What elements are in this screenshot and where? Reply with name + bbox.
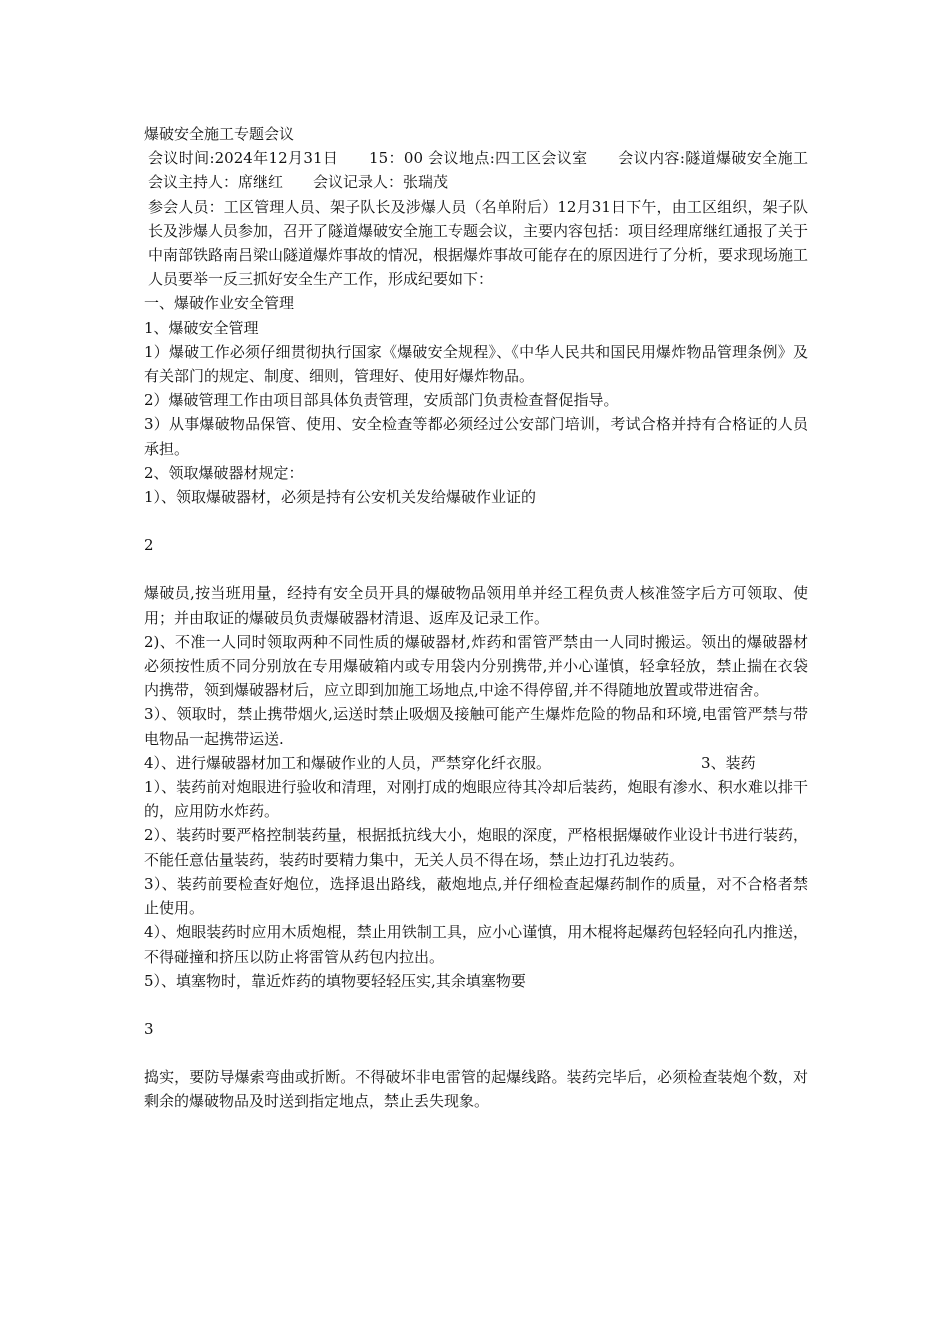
subheading-blasting-safety: 1、爆破安全管理: [144, 318, 259, 337]
paragraph-3-1: 1）、装药前对炮眼进行验收和清理，对刚打成的炮眼应待其冷却后装药，炮眼有渗水、积水难以排干的，应用防水炸药。: [144, 778, 808, 821]
paragraph-1-3: 3）从事爆破物品保管、使用、安全检查等都必须经过公安部门培训，考试合格并持有合格证的人员承担。: [144, 415, 808, 458]
page-break-spacer: [144, 1041, 808, 1065]
paragraph-3-5-start: 5）、填塞物时，靠近炸药的填物要轻轻压实,其余填塞物要: [144, 971, 526, 990]
page-number-2: 2: [144, 536, 154, 555]
subheading-material-collection: 2、领取爆破器材规定：: [144, 463, 304, 482]
page-break-spacer: [144, 557, 808, 581]
page-number-3: 3: [144, 1019, 154, 1038]
paragraph-2-4-text: 4）、进行爆破器材加工和爆破作业的人员，严禁穿化纤衣服。: [144, 753, 552, 772]
subheading-charging: 3、装药: [701, 753, 756, 772]
paragraph-2-1-continued: 爆破员,按当班用量，经持有安全员开具的爆破物品领用单并经工程负责人核准签字后方可领取、使用；并由取证的爆破员负责爆破器材清退、返库及记录工作。: [144, 584, 808, 627]
document-title: 爆破安全施工专题会议: [144, 125, 295, 143]
paragraph-2-1-start: 1）、领取爆破器材，必须是持有公安机关发给爆破作业证的: [144, 488, 537, 507]
paragraph-1-2: 2）爆破管理工作由项目部具体负责管理，安质部门负责检查督促指导。: [144, 391, 619, 410]
paragraph-3-2: 2）、装药时要严格控制装药量，根据抵抗线大小，炮眼的深度，严格根据爆破作业设计书进行装药，不能任意估量装药，装药时要精力集中，无关人员不得在场，禁止边打孔边装药。: [144, 826, 808, 869]
meeting-intro: 参会人员：工区管理人员、架子队长及涉爆人员（名单附后）12月31日下午，由工区组织，架子队长及涉爆人员参加，召开了隧道爆破安全施工专题会议，主要内容包括：项目经理席继红通报了关于中南部铁路南吕梁山隧道爆炸事故的情况，根据爆炸事故可能存在的原因进行了分析，要求现场施工人员要举一反三抓好安全生产工作，形成纪要如下：: [148, 197, 809, 289]
document-body: [144, 122, 824, 1114]
page-break-spacer: [144, 993, 808, 1017]
paragraph-2-2: 2)、不准一人同时领取两种不同性质的爆破器材,炸药和雷管严禁由一人同时搬运。领出的爆破器材必须按性质不同分别放在专用爆破箱内或专用袋内分别携带,并小心谨慎，轻拿轻放，禁止揣在衣袋内携带，领到爆破器材后，应立即到加施工场地点,中途不得停留,并不得随地放置或带进宿舍。: [144, 632, 808, 700]
meeting-info: 会议时间:2024年12月31日 15：00 会议地点:四工区会议室 会议内容:隧道爆破安全施工 会议主持人：席继红 会议记录人：张瑞茂: [148, 149, 824, 192]
section-heading-1: 一、爆破作业安全管理: [144, 294, 295, 313]
paragraph-3-3: 3）、装药前要检查好炮位，选择退出路线，蔽炮地点,并仔细检查起爆药制作的质量，对不合格者禁止使用。: [144, 874, 808, 918]
paragraph-1-1: 1）爆破工作必须仔细贯彻执行国家《爆破安全规程》、《中华人民共和国民用爆炸物品管理条例》及有关部门的规定、制度、细则，管理好、使用好爆炸物品。: [144, 342, 808, 386]
paragraph-2-3: 3）、领取时，禁止携带烟火,运送时禁止吸烟及接触可能产生爆炸危险的物品和环境,电雷管严禁与带电物品一起携带运送.: [144, 705, 808, 748]
paragraph-3-5-continued: 捣实，要防导爆索弯曲或折断。不得破坏非电雷管的起爆线路。装药完毕后，必须检查装炮个数，对剩余的爆破物品及时送到指定地点，禁止丢失现象。: [144, 1068, 808, 1111]
paragraph-2-4: [144, 751, 808, 775]
paragraph-3-4: 4）、炮眼装药时应用木质炮棍，禁止用铁制工具，应小心谨慎，用木棍将起爆药包轻轻向孔内推送，不得碰撞和挤压以防止将雷管从药包内拉出。: [144, 923, 808, 966]
page-break-spacer: [144, 509, 808, 533]
